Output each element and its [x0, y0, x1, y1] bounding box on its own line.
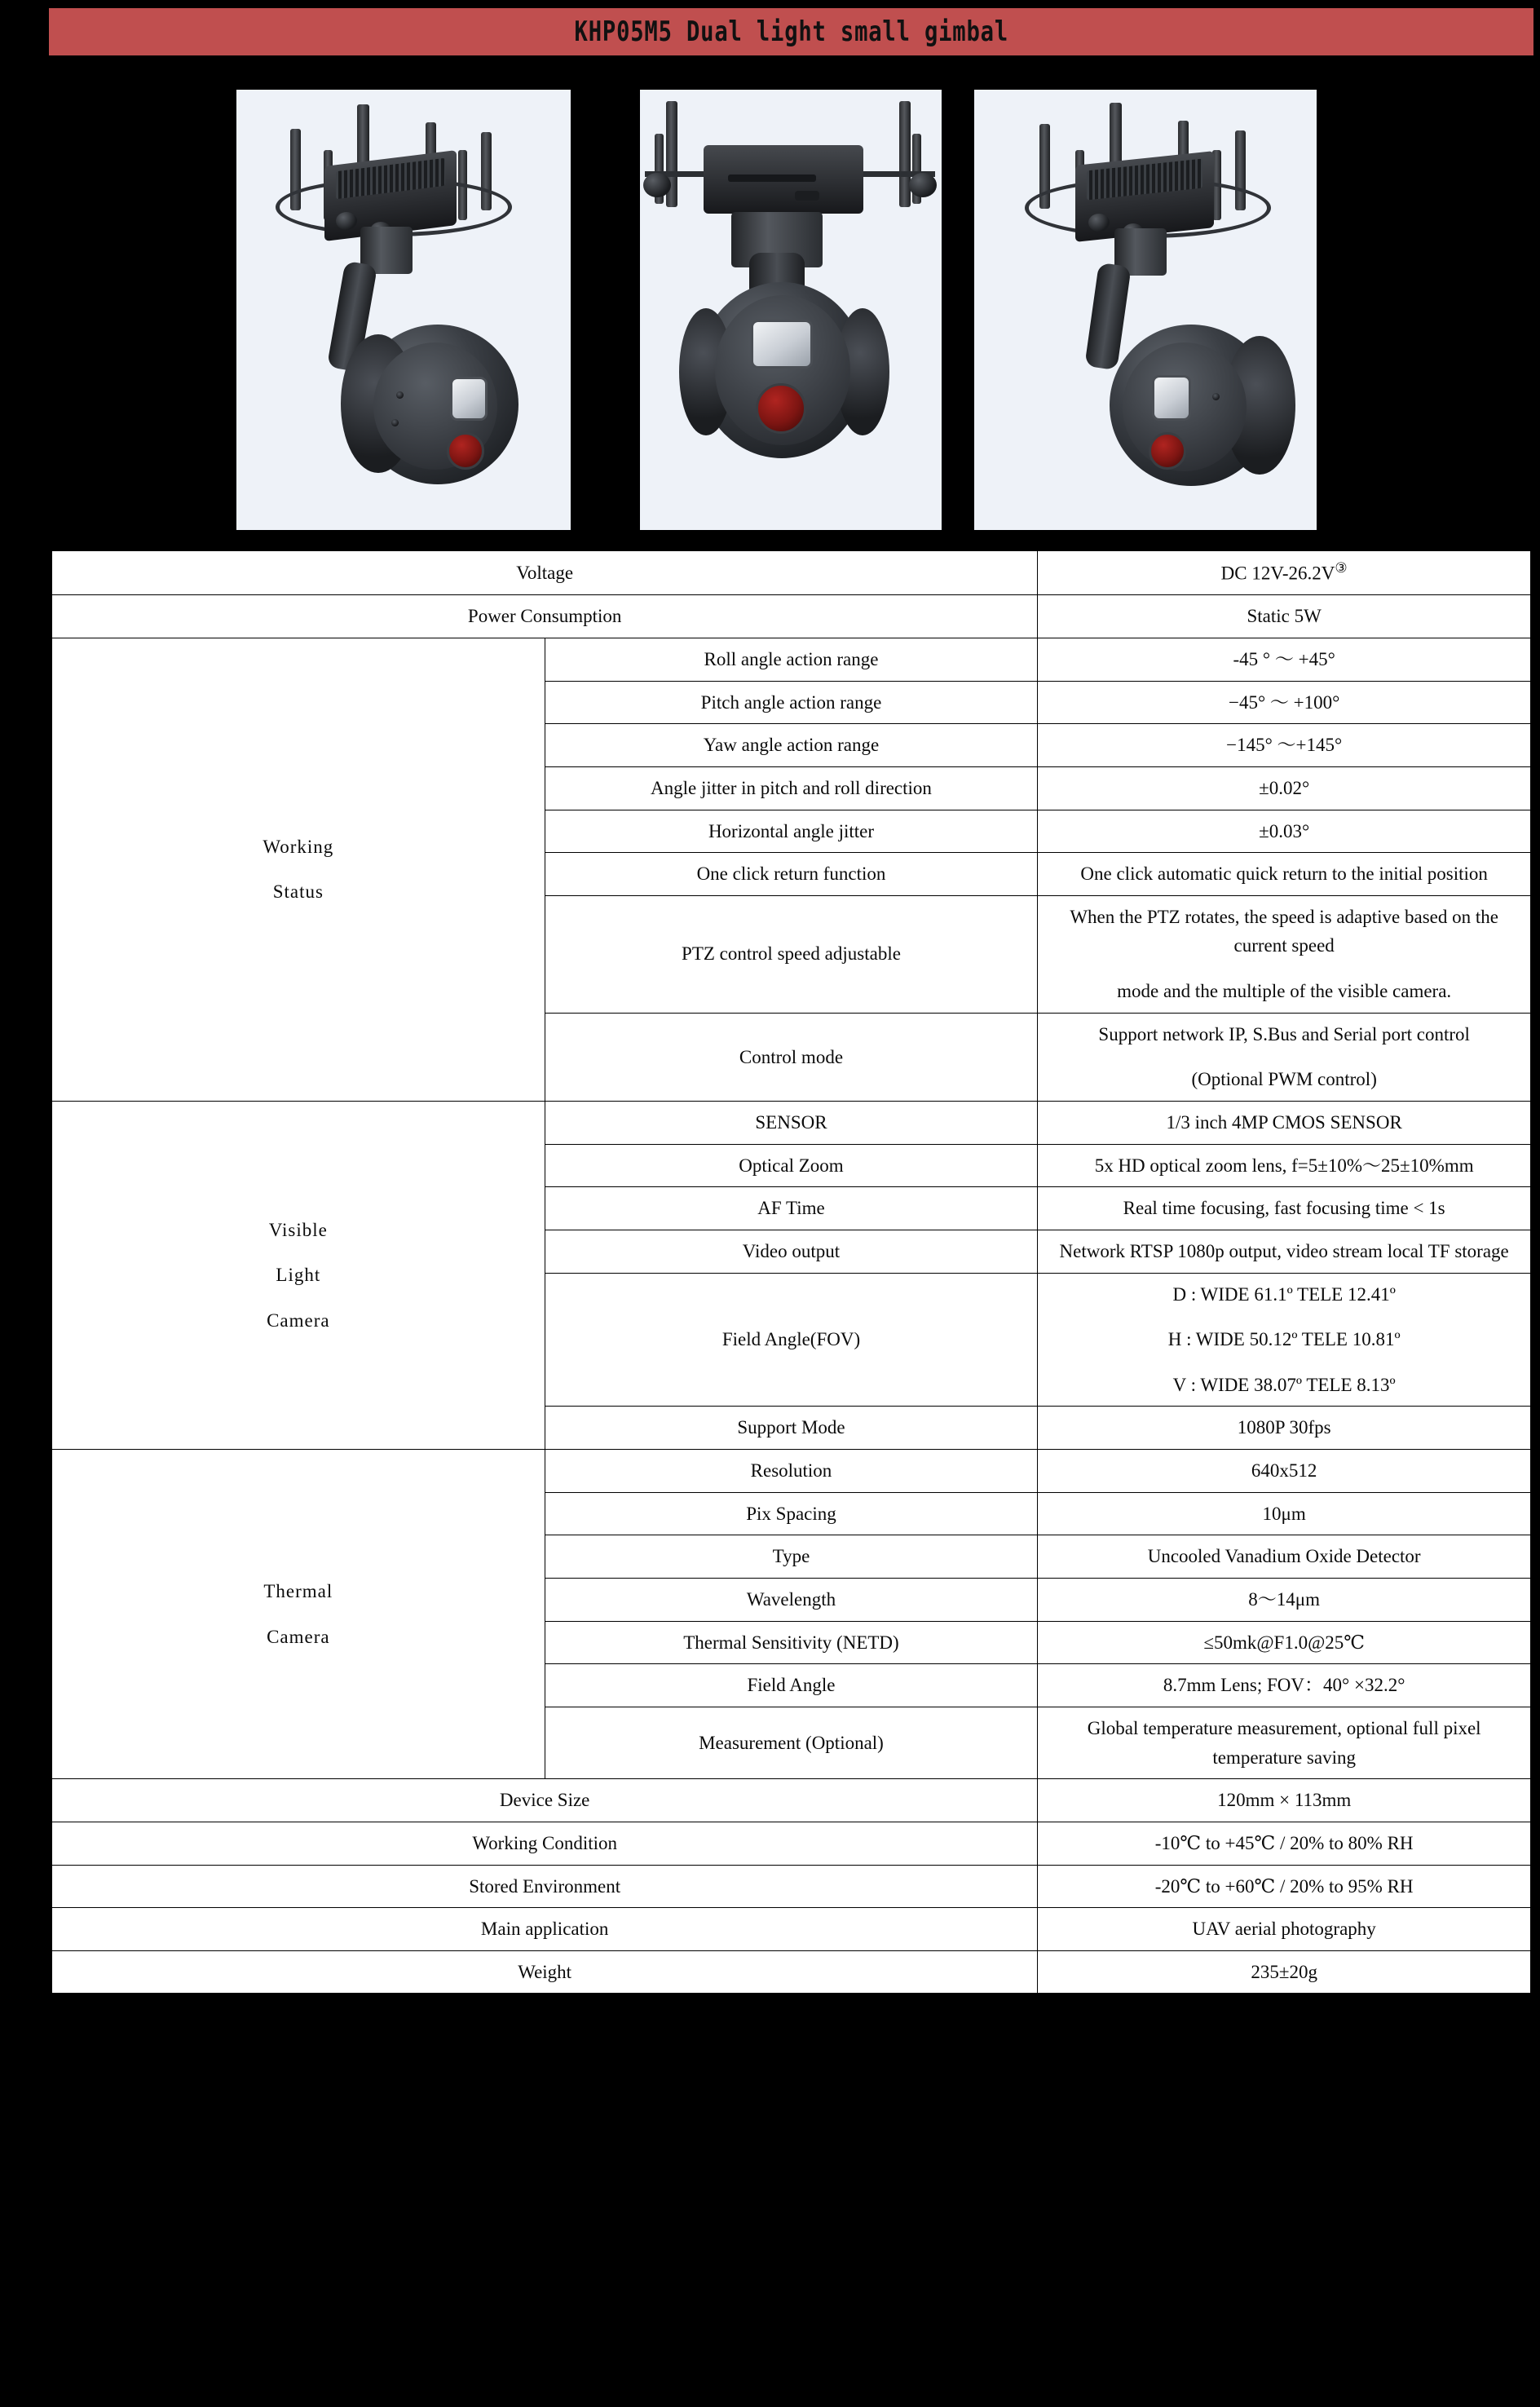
row-label-thermal-sensitivity: Thermal Sensitivity (NETD)	[545, 1621, 1038, 1664]
row-value-power-consumption: Static 5W	[1038, 595, 1531, 638]
row-label-control-mode: Control mode	[545, 1013, 1038, 1101]
row-label-angle-jitter: Angle jitter in pitch and roll direction	[545, 766, 1038, 810]
row-label-thermal-field-angle: Field Angle	[545, 1664, 1038, 1707]
row-value-control-mode: Support network IP, S.Bus and Serial port control (Optional PWM control)	[1038, 1013, 1531, 1101]
category-working-status: Working Status	[52, 638, 545, 1101]
row-label-power-consumption: Power Consumption	[52, 595, 1038, 638]
row-label-ptz-speed: PTZ control speed adjustable	[545, 895, 1038, 1013]
row-label-working-condition: Working Condition	[52, 1822, 1038, 1865]
row-label-roll-angle: Roll angle action range	[545, 638, 1038, 681]
row-value-one-click-return: One click automatic quick return to the initial position	[1038, 853, 1531, 896]
row-value-thermal-sensitivity: ≤50mk@F1.0@25℃	[1038, 1621, 1531, 1664]
row-label-one-click-return: One click return function	[545, 853, 1038, 896]
row-label-sensor: SENSOR	[545, 1101, 1038, 1144]
row-value-stored-environment: -20℃ to +60℃ / 20% to 95% RH	[1038, 1865, 1531, 1908]
row-value-type: Uncooled Vanadium Oxide Detector	[1038, 1535, 1531, 1579]
category-visible-light-camera: Visible Light Camera	[52, 1101, 545, 1449]
row-value-support-mode: 1080P 30fps	[1038, 1407, 1531, 1450]
row-label-wavelength: Wavelength	[545, 1579, 1038, 1622]
row-label-support-mode: Support Mode	[545, 1407, 1038, 1450]
row-label-pix-spacing: Pix Spacing	[545, 1492, 1038, 1535]
row-label-measurement: Measurement (Optional)	[545, 1707, 1038, 1778]
row-label-pitch-angle: Pitch angle action range	[545, 681, 1038, 724]
row-value-pix-spacing: 10μm	[1038, 1492, 1531, 1535]
row-value-yaw-angle: −145° ～+145°	[1038, 724, 1531, 767]
row-label-af-time: AF Time	[545, 1187, 1038, 1230]
product-image-strip	[49, 73, 1533, 546]
table-row	[52, 551, 1531, 595]
row-value-horizontal-jitter: ±0.03°	[1038, 810, 1531, 853]
row-label-field-angle-fov: Field Angle(FOV)	[545, 1273, 1038, 1407]
title-banner	[49, 8, 1533, 55]
table-row	[52, 1101, 1531, 1144]
product-image-rear-angled-view	[974, 90, 1317, 530]
row-label-resolution: Resolution	[545, 1450, 1038, 1493]
row-value-resolution: 640x512	[1038, 1450, 1531, 1493]
table-row	[52, 1865, 1531, 1908]
row-value-roll-angle: -45 ° ～ +45°	[1038, 638, 1531, 681]
row-value-thermal-field-angle: 8.7mm Lens; FOV：40° ×32.2°	[1038, 1664, 1531, 1707]
row-value-voltage: DC 12V-26.2V③	[1038, 551, 1531, 595]
row-label-yaw-angle: Yaw angle action range	[545, 724, 1038, 767]
product-image-front-view	[640, 90, 942, 530]
page-title: KHP05M5 Dual light small gimbal	[574, 15, 1008, 48]
table-row	[52, 638, 1531, 681]
row-value-ptz-speed: When the PTZ rotates, the speed is adaptive based on the current speed mode and the multiple of the visible camera.	[1038, 895, 1531, 1013]
footnote-marker: ③	[1335, 560, 1348, 576]
row-label-weight: Weight	[52, 1950, 1038, 1994]
row-label-main-application: Main application	[52, 1908, 1038, 1951]
row-value-video-output: Network RTSP 1080p output, video stream local TF storage	[1038, 1230, 1531, 1273]
row-label-device-size: Device Size	[52, 1779, 1038, 1822]
category-thermal-camera: Thermal Camera	[52, 1450, 545, 1779]
table-row	[52, 1950, 1531, 1994]
table-row	[52, 1779, 1531, 1822]
row-label-video-output: Video output	[545, 1230, 1038, 1273]
bottom-black-margin	[0, 2268, 1540, 2407]
table-row	[52, 1450, 1531, 1493]
row-value-wavelength: 8～14μm	[1038, 1579, 1531, 1622]
table-row	[52, 595, 1531, 638]
row-label-type: Type	[545, 1535, 1038, 1579]
row-value-af-time: Real time focusing, fast focusing time < 1s	[1038, 1187, 1531, 1230]
table-row	[52, 1908, 1531, 1951]
row-value-sensor: 1/3 inch 4MP CMOS SENSOR	[1038, 1101, 1531, 1144]
row-label-stored-environment: Stored Environment	[52, 1865, 1038, 1908]
specification-table	[51, 550, 1531, 1994]
row-value-angle-jitter: ±0.02°	[1038, 766, 1531, 810]
row-value-weight: 235±20g	[1038, 1950, 1531, 1994]
row-value-measurement: Global temperature measurement, optional full pixel temperature saving	[1038, 1707, 1531, 1778]
table-row	[52, 1822, 1531, 1865]
row-label-horizontal-jitter: Horizontal angle jitter	[545, 810, 1038, 853]
row-value-main-application: UAV aerial photography	[1038, 1908, 1531, 1951]
row-label-optical-zoom: Optical Zoom	[545, 1144, 1038, 1187]
row-value-field-angle-fov: D : WIDE 61.1º TELE 12.41º H : WIDE 50.12º TELE 10.81º V : WIDE 38.07º TELE 8.13º	[1038, 1273, 1531, 1407]
row-value-pitch-angle: −45° ～ +100°	[1038, 681, 1531, 724]
row-value-optical-zoom: 5x HD optical zoom lens, f=5±10%～25±10%mm	[1038, 1144, 1531, 1187]
row-value-working-condition: -10℃ to +45℃ / 20% to 80% RH	[1038, 1822, 1531, 1865]
specification-table-wrapper	[49, 548, 1533, 1996]
product-image-angled-view	[236, 90, 571, 530]
row-value-device-size: 120mm × 113mm	[1038, 1779, 1531, 1822]
row-label-voltage: Voltage	[52, 551, 1038, 595]
